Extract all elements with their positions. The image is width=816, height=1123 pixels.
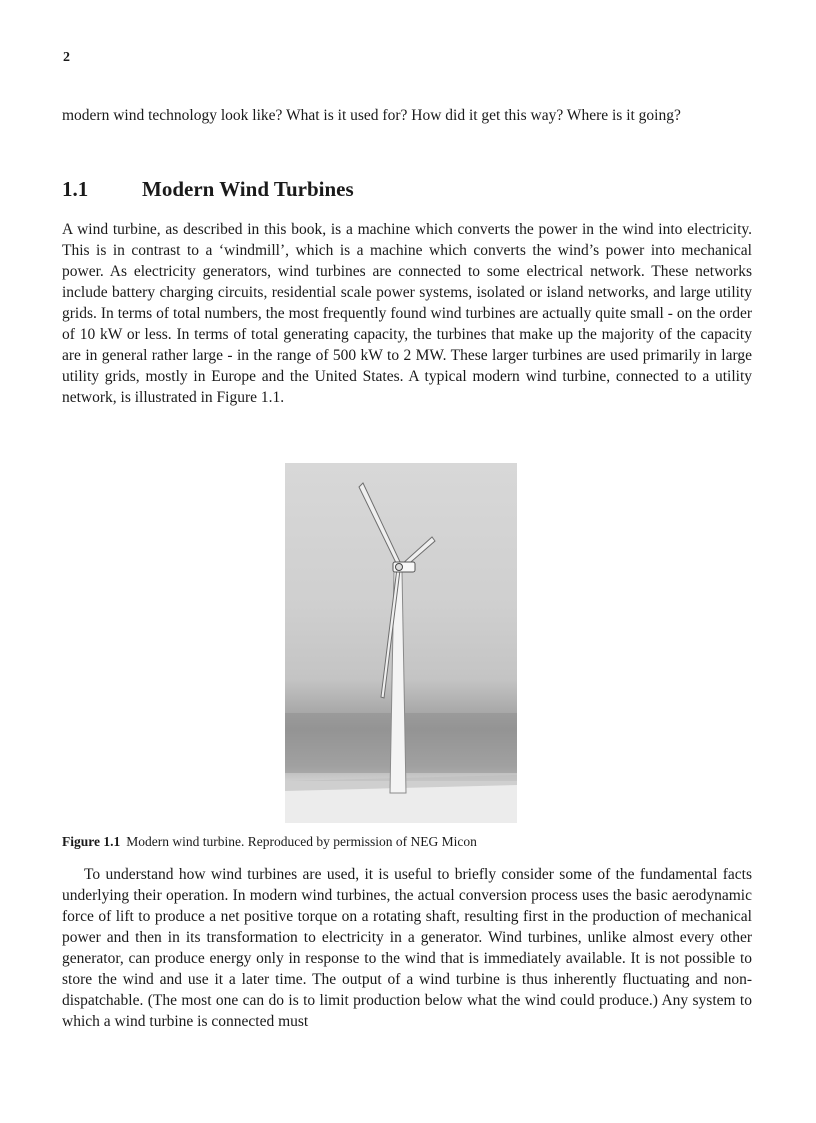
wind-turbine-photo — [285, 463, 517, 823]
figure-label: Figure 1.1 — [62, 834, 121, 849]
section-paragraph: A wind turbine, as described in this book, is a machine which converts the power in the wind into electricity. This is in contrast to a ‘windmill’, which is a machine which converts the wind’s power into mechanical power. As electricity generators, wind turbines are connected to some electrical network. These networks include battery charging circuits, residential scale power systems, isolated or island networks, and large utility grids. In terms of total numbers, the most frequently found wind turbines are actually quite small - on the order of 10 kW or less. In terms of total generating capacity, the turbines that make up the majority of the capacity are in general rather large - in the range of 500 kW to 2 MW. These larger turbines are used primarily in large utility grids, mostly in Europe and the United States. A typical modern wind turbine, connected to a utility network, is illustrated in Figure 1.1. — [62, 221, 752, 406]
section-heading — [62, 177, 354, 202]
figure-caption — [62, 834, 477, 850]
body-paragraph: To understand how wind turbines are used, it is useful to briefly consider some of the fundamental facts underlying their operation. In modern wind turbines, the actual conversion process uses the basic aerodynamic force of lift to produce a net positive torque on a rotating shaft, resulting first in the production of mechanical power and then in its transformation to electricity in a generator. Wind turbines, unlike almost every other generator, can produce energy only in response to the wind that is immediately available. It is not possible to store the wind and use it a later time. The output of a wind turbine is thus inherently fluctuating and non-dispatchable. (The most one can do is to limit production below what the wind could produce.) Any system to which a wind turbine is connected must — [62, 866, 752, 1030]
intro-paragraph: modern wind technology look like? What is it used for? How did it get this way? Where is it going? — [62, 107, 681, 124]
page-number: 2 — [63, 50, 70, 65]
section-title: Modern Wind Turbines — [142, 177, 354, 201]
section-number: 1.1 — [62, 177, 89, 201]
figure-caption-text: Modern wind turbine. Reproduced by permission of NEG Micon — [126, 834, 477, 849]
wind-turbine-illustration — [285, 463, 517, 823]
